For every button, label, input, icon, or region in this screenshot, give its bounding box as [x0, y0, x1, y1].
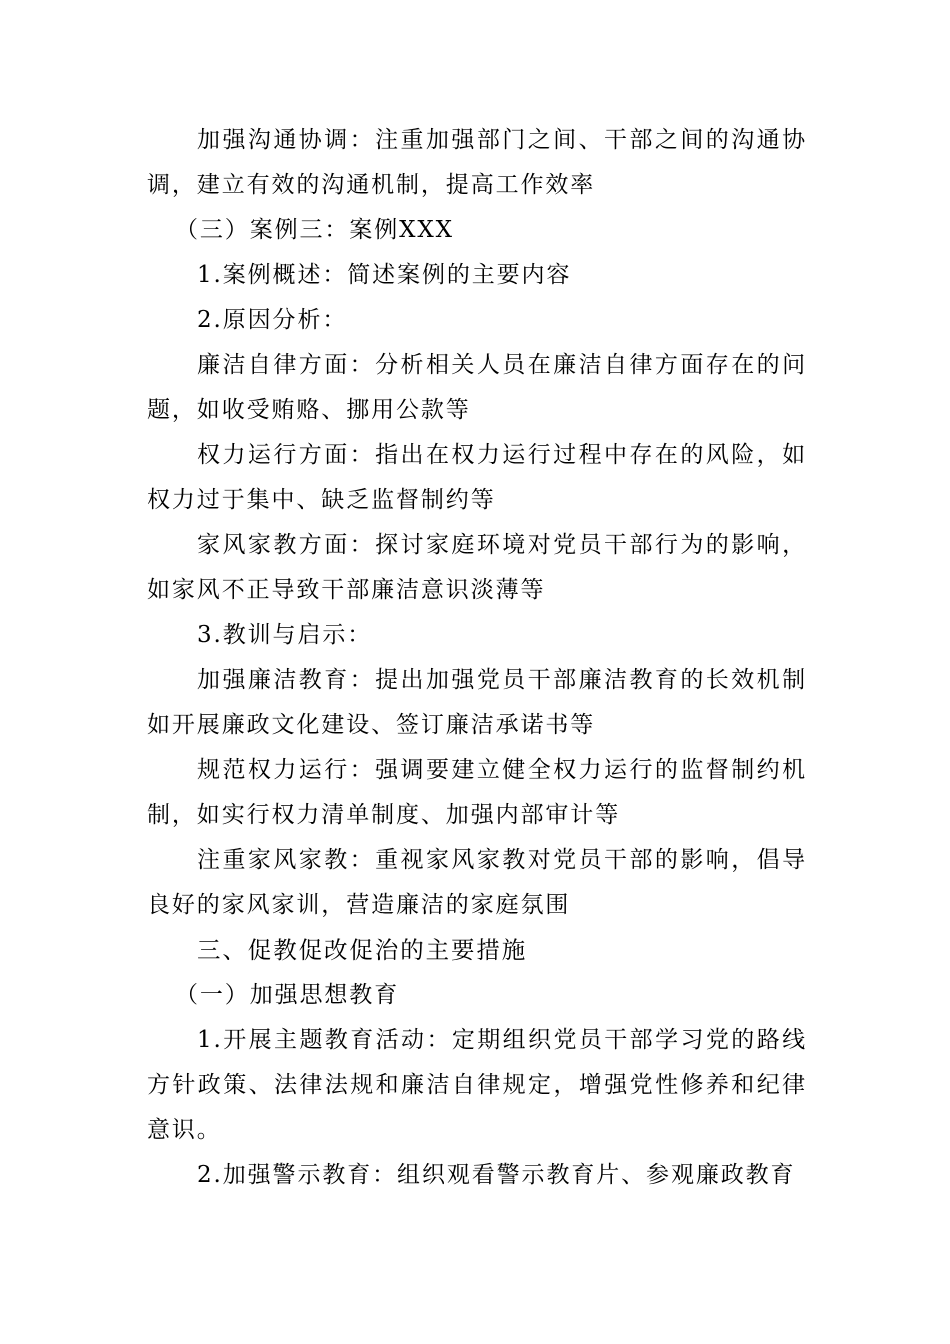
paragraph-power-operation: 权力运行方面：指出在权力运行过程中存在的风险，如权力过于集中、缺乏监督制约等: [147, 442, 807, 513]
paragraph-integrity: 廉洁自律方面：分析相关人员在廉洁自律方面存在的问题，如收受贿赂、挪用公款等: [147, 352, 807, 423]
paragraph-theme-education: 1.开展主题教育活动：定期组织党员干部学习党的路线方针政策、法律法规和廉洁自律规定，增强党性修养和纪律意识。: [147, 1027, 807, 1143]
paragraph-communication: 加强沟通协调：注重加强部门之间、干部之间的沟通协调，建立有效的沟通机制，提高工作效率: [147, 127, 807, 198]
section-three-heading: 三、促教促改促治的主要措施: [197, 936, 528, 964]
paragraph-family-education: 注重家风家教：重视家风家教对党员干部的影响，倡导良好的家风家训，营造廉洁的家庭氛围: [147, 847, 807, 918]
cause-analysis-heading: 2.原因分析：: [197, 307, 348, 333]
subsection-one-heading: （一）加强思想教育: [175, 982, 400, 1008]
paragraph-regulate-power: 规范权力运行：强调要建立健全权力运行的监督制约机制，如实行权力清单制度、加强内部审计等: [147, 757, 807, 828]
document-body: [147, 118, 807, 1198]
paragraph-family-tradition: 家风家教方面：探讨家庭环境对党员干部行为的影响，如家风不正导致干部廉洁意识淡薄等: [147, 532, 807, 603]
lessons-heading: 3.教训与启示：: [197, 622, 373, 648]
paragraph-integrity-education: 加强廉洁教育：提出加强党员干部廉洁教育的长效机制如开展廉政文化建设、签订廉洁承诺书等: [147, 667, 807, 738]
case-three-heading: （三）案例三：案例XXX: [175, 217, 454, 243]
case-overview: 1.案例概述：简述案例的主要内容: [197, 262, 572, 288]
paragraph-warning-education: 2.加强警示教育：组织观看警示教育片、参观廉政教育: [197, 1162, 796, 1188]
